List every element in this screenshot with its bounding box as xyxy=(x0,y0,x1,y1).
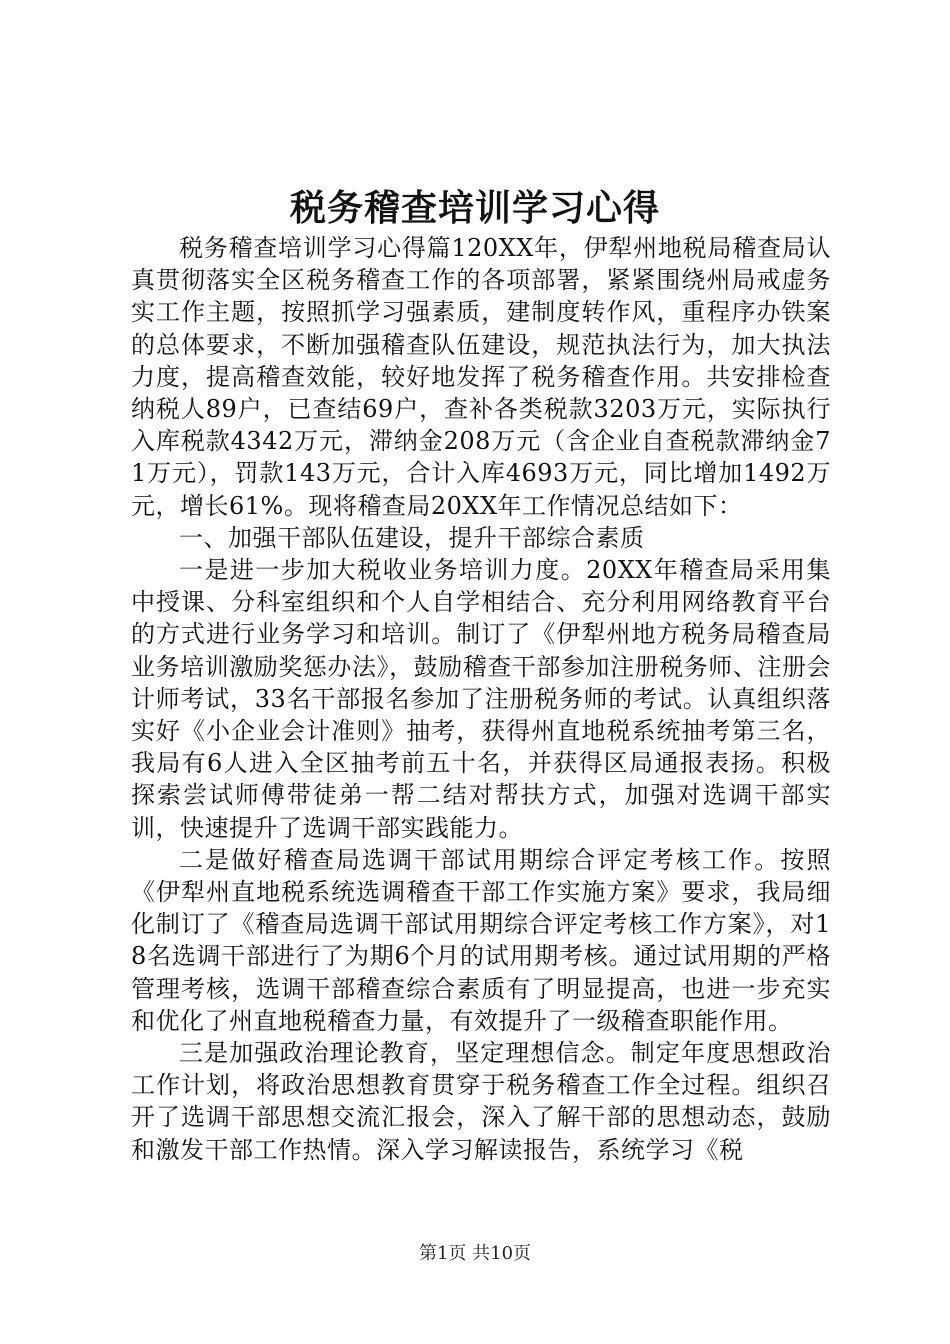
paragraph-political-education: 三是加强政治理论教育，坚定理想信念。制定年度思想政治工作计划，将政治思想教育贯穿于税务稽查工作全过程。组织召开了选调干部思想交流汇报会，深入了解干部的思想动态，鼓励和激发干部工作热情。深入学习解读报告，系统学习《税 xyxy=(131,1039,831,1164)
intro-paragraph: 税务稽查培训学习心得篇120XX年，伊犁州地税局稽查局认真贯彻落实全区税务稽查工作的各项部署，紧紧围绕州局戒虚务实工作主题，按照抓学习强素质，建制度转作风，重程序办铁案的总体要求，不断加强稽查队伍建设，规范执法行为，加大执法力度，提高稽查效能，较好地发挥了税务稽查作用。共安排检查纳税人89户，已查结69户，查补各类税款3203万元，实际执行入库税款4342万元，滞纳金208万元（含企业自查税款滞纳金71万元），罚款143万元，合计入库4693万元，同比增加1492万元，增长61%。现将稽查局20XX年工作情况总结如下： xyxy=(131,234,831,520)
paragraph-training: 一是进一步加大税收业务培训力度。20XX年稽查局采用集中授课、分科室组织和个人自学相结合、充分利用网络教育平台的方式进行业务学习和培训。制订了《伊犁州地方税务局稽查局业务培训激励奖惩办法》，鼓励稽查干部参加注册税务师、注册会计师考试，33名干部报名参加了注册税务师的考试。认真组织落实好《小企业会计准则》抽考，获得州直地税系统抽考第三名，我局有6人进入全区抽考前五十名，并获得区局通报表扬。积极探索尝试师傅带徒弟一帮二结对帮扶方式，加强对选调干部实训，快速提升了选调干部实践能力。 xyxy=(131,556,831,842)
page-number-footer: 第1页 共10页 xyxy=(418,1243,532,1264)
document-title: 税务稽查培训学习心得 xyxy=(289,187,660,229)
section-heading: 一、加强干部队伍建设，提升干部综合素质 xyxy=(179,523,645,552)
document-body xyxy=(131,232,831,1166)
paragraph-assessment: 二是做好稽查局选调干部试用期综合评定考核工作。按照《伊犁州直地税系统选调稽查干部工作实施方案》要求，我局细化制订了《稽查局选调干部试用期综合评定考核工作方案》，对18名选调干部进行了为期6个月的试用期考核。通过试用期的严格管理考核，选调干部稽查综合素质有了明显提高，也进一步充实和优化了州直地税稽查力量，有效提升了一级稽查职能作用。 xyxy=(131,845,831,1035)
